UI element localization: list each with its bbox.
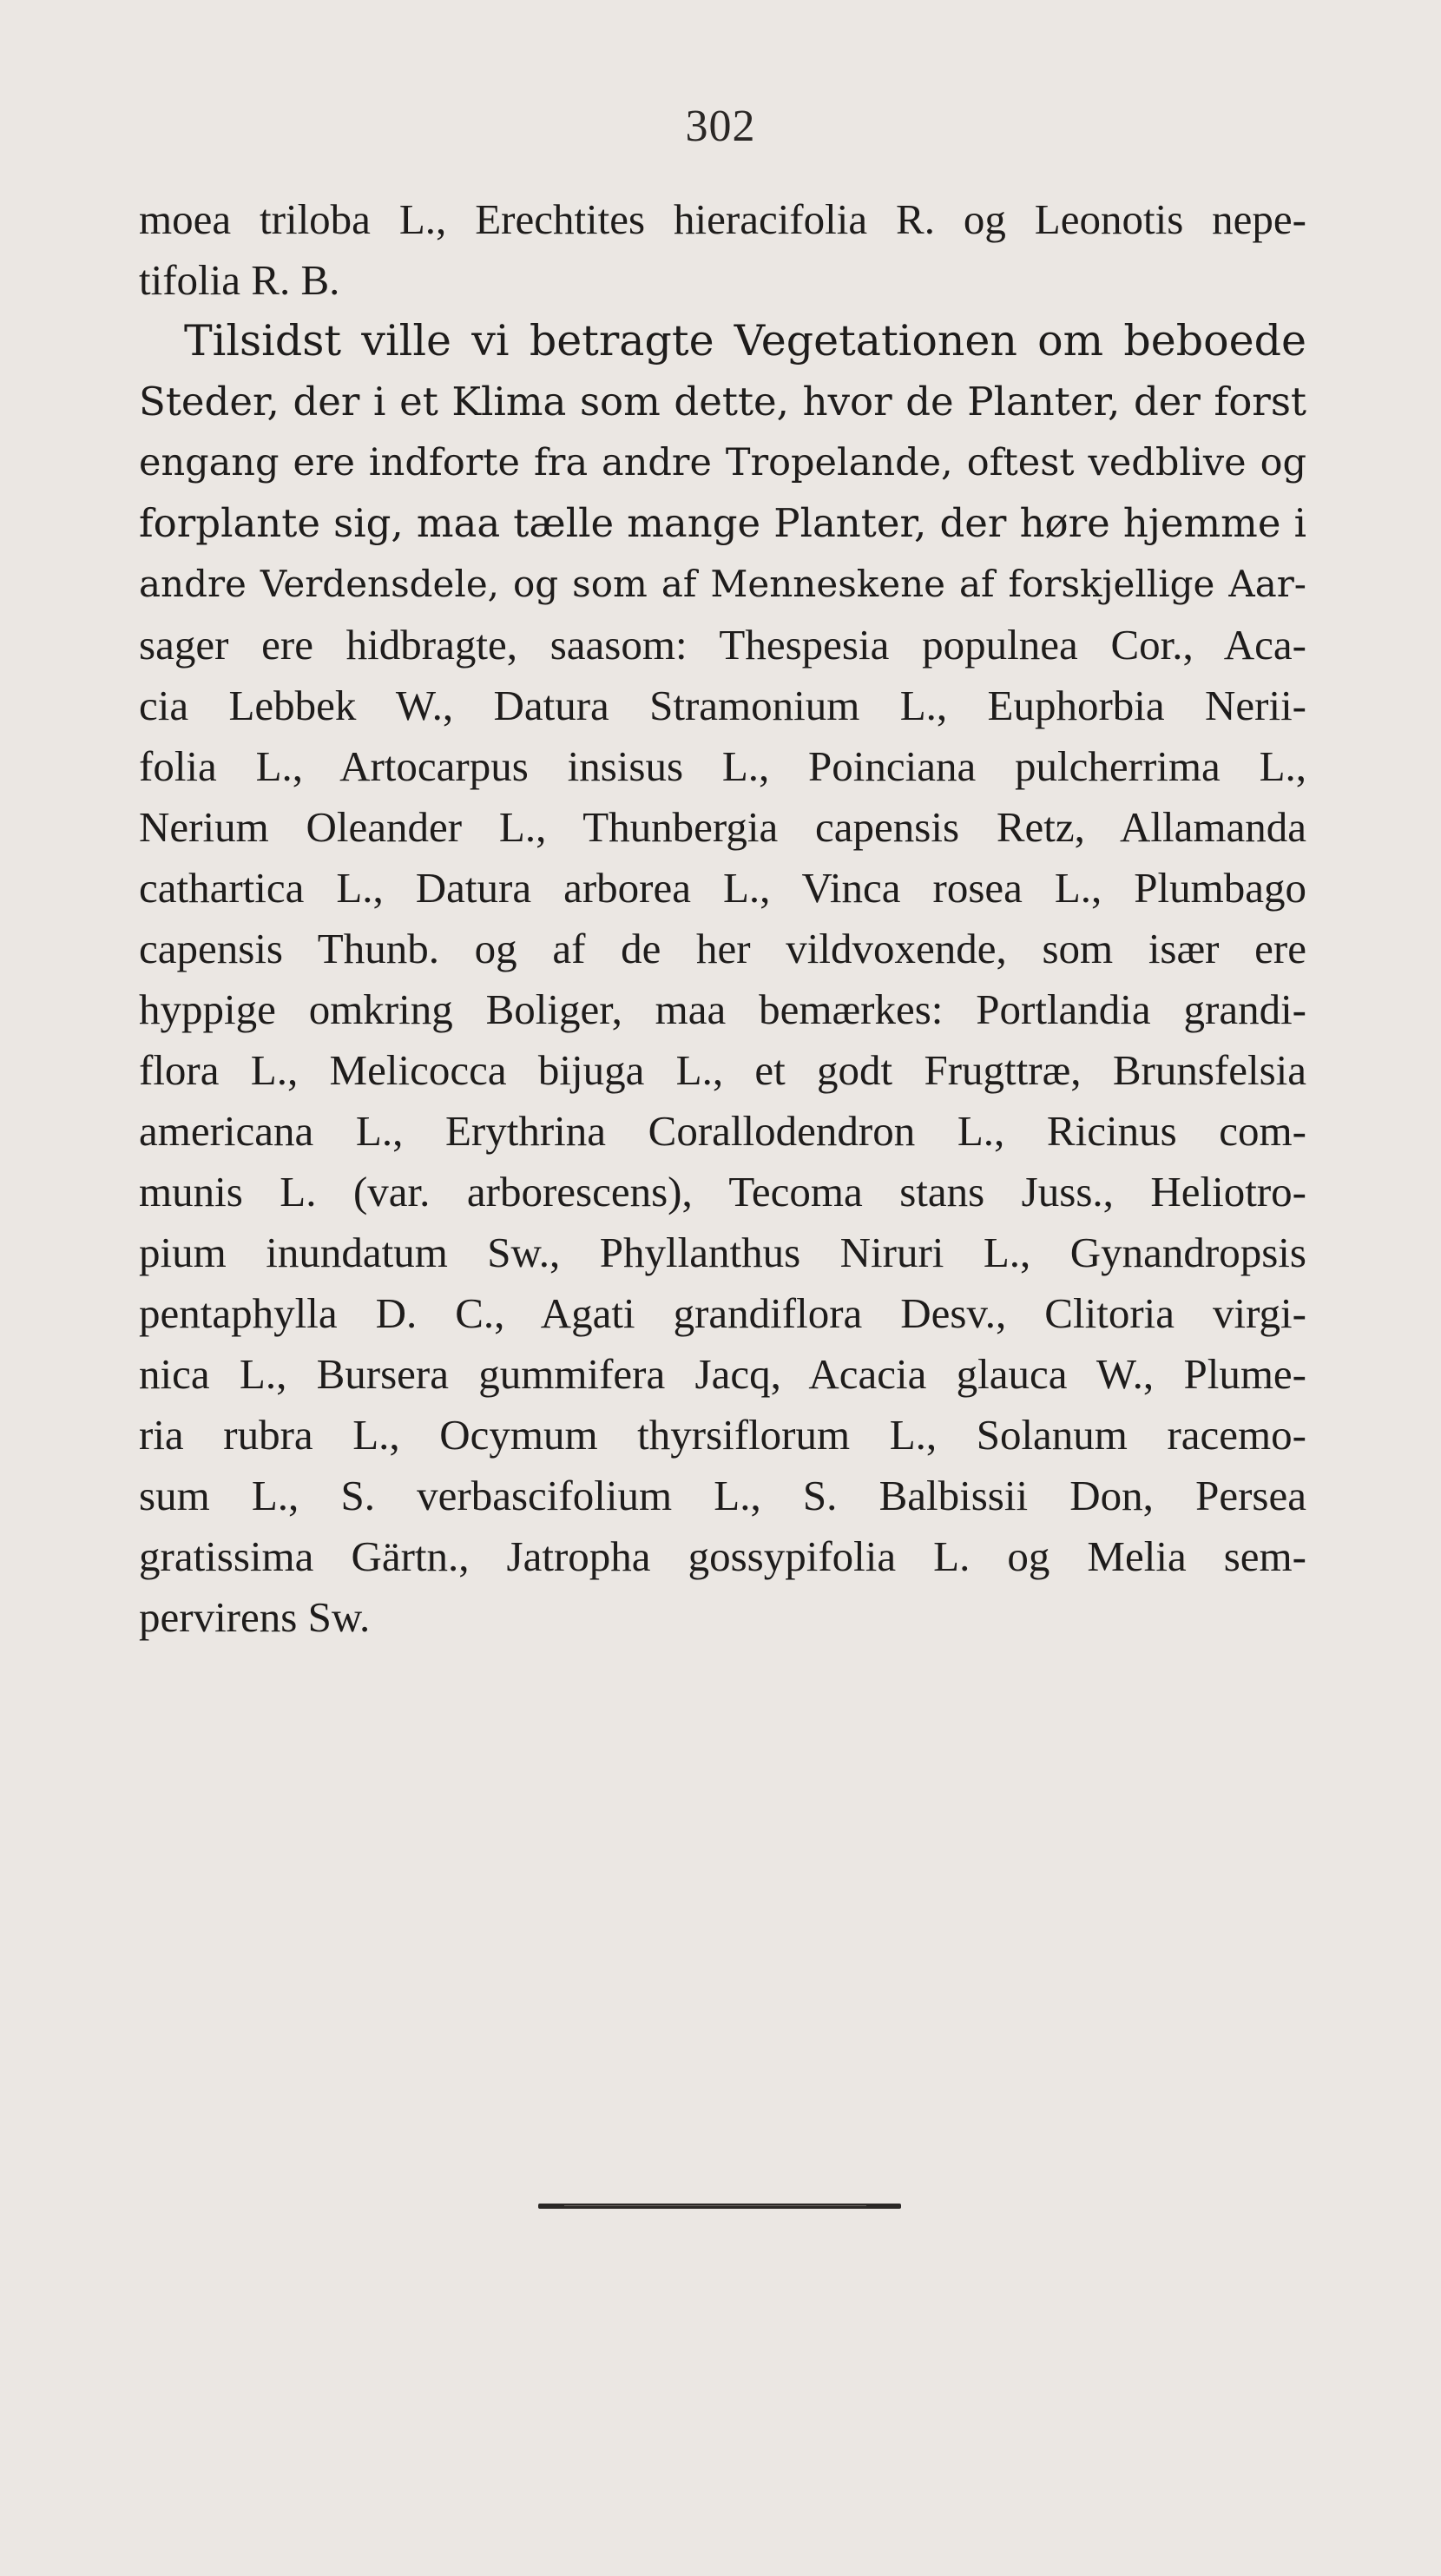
text-line: tifolia R. B. — [139, 256, 340, 304]
text-line: pentaphylla D. C., Agati grandiflora Desv., Clitoria virgi- — [139, 1289, 1306, 1337]
text-line: engang ere indforte fra andre Tropelande, oftest vedblive og — [139, 441, 1306, 484]
text-line: Tilsidst ville vi betragte Vegetationen om beboede — [184, 316, 1306, 366]
text-line: hyppige omkring Boliger, maa bemærkes: Portlandia grandi- — [139, 985, 1306, 1033]
text-line: folia L., Artocarpus insisus L., Poinciana pulcherrima L., — [139, 742, 1306, 790]
text-line: flora L., Melicocca bijuga L., et godt Frugttræ, Brunsfelsia — [139, 1046, 1306, 1094]
text-line: americana L., Erythrina Corallodendron L., Ricinus com- — [139, 1107, 1306, 1155]
text-line: cia Lebbek W., Datura Stramonium L., Euphorbia Nerii- — [139, 682, 1306, 729]
text-line: capensis Thunb. og af de her vildvoxende, som især ere — [139, 925, 1306, 972]
text-line: pervirens Sw. — [139, 1593, 371, 1641]
text-line: forplante sig, maa tælle mange Planter, der høre hjemme i — [139, 500, 1306, 546]
text-line: Nerium Oleander L., Thunbergia capensis Retz, Allamanda — [139, 803, 1306, 851]
text-line: munis L. (var. arborescens), Tecoma stans Juss., Heliotro- — [139, 1168, 1306, 1216]
text-line: gratissima Gärtn., Jatropha gossypifolia L. og Melia sem- — [139, 1532, 1306, 1580]
page-number: 302 — [685, 102, 756, 151]
text-line: pium inundatum Sw., Phyllanthus Niruri L., Gynandropsis — [139, 1229, 1306, 1276]
text-line: sager ere hidbragte, saasom: Thespesia populnea Cor., Aca- — [139, 621, 1306, 669]
text-line: Steder, der i et Klima som dette, hvor de Planter, der forst — [139, 379, 1306, 425]
text-line: cathartica L., Datura arborea L., Vinca rosea L., Plumbago — [139, 864, 1306, 912]
text-line: andre Verdensdele, og som af Menneskene af forskjellige Aar- — [139, 563, 1306, 605]
text-line: nica L., Bursera gummifera Jacq, Acacia glauca W., Plume- — [139, 1350, 1306, 1398]
section-divider-rule — [538, 2204, 901, 2209]
text-line: moea triloba L., Erechtites hieracifolia R. og Leonotis nepe- — [139, 195, 1306, 243]
text-line: ria rubra L., Ocymum thyrsiflorum L., Solanum racemo- — [139, 1411, 1306, 1459]
body-text — [139, 189, 1306, 1648]
text-line: sum L., S. verbascifolium L., S. Balbissii Don, Persea — [139, 1472, 1306, 1519]
